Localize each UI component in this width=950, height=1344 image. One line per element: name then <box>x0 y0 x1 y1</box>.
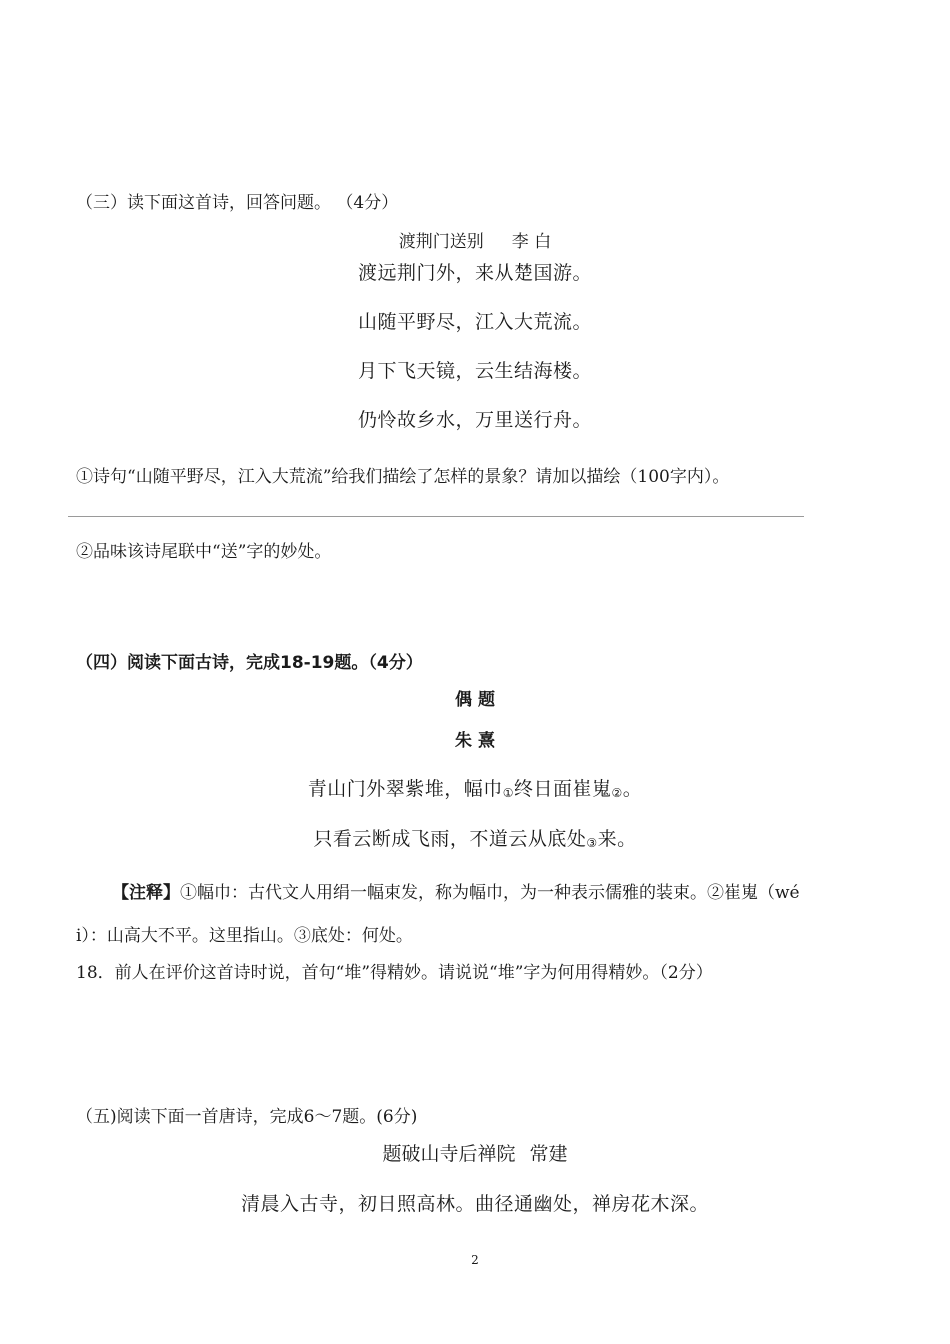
section4-heading: （四）阅读下面古诗，完成18-19题。（4分） <box>76 653 423 673</box>
poem-line <box>0 774 950 801</box>
poem-author: 李 白 <box>511 232 552 252</box>
poem-line-text: 青山门外翠紫堆，幅巾 <box>307 778 503 800</box>
footnote-marker: ② <box>611 786 623 800</box>
poem-line-text: 。 <box>622 778 643 800</box>
annotation-text: ①幅巾：古代文人用绢一幅束发，称为幅巾，为一种表示儒雅的装束。②崔嵬（wé <box>180 883 800 903</box>
annotation-label: 【注释】 <box>112 883 180 903</box>
poem-line: 清晨入古寺，初日照高林。曲径通幽处，禅房花木深。 <box>240 1193 709 1215</box>
poem-title: 渡荆门送别 <box>398 232 484 252</box>
section5-heading: （五)阅读下面一首唐诗，完成6～7题。(6分) <box>76 1107 418 1127</box>
annotation-continued: i）：山高大不平。这里指山。③底处：何处。 <box>76 926 413 946</box>
poem-line-text: 只看云断成飞雨，不道云从底处 <box>313 828 587 850</box>
poem-line: 仍怜故乡水，万里送行舟。 <box>357 409 592 431</box>
question-2: ②品味该诗尾联中“送”字的妙处。 <box>76 542 332 562</box>
poem-line-text: 终日面崔嵬 <box>513 778 612 800</box>
annotation <box>112 878 800 903</box>
poem-author: 朱 熹 <box>455 731 495 751</box>
poem-author: 常建 <box>529 1143 568 1165</box>
poem-line: 月下飞天镜，云生结海楼。 <box>357 360 592 382</box>
poem-line: 渡远荆门外，来从楚国游。 <box>357 262 592 284</box>
page-number: 2 <box>471 1253 479 1267</box>
question-18: 18．前人在评价这首诗时说，首句“堆”得精妙。请说说“堆”字为何用得精妙。（2分） <box>76 963 713 983</box>
question-1: ①诗句“山随平野尽，江入大荒流”给我们描绘了怎样的景象？请加以描绘（100字内）。 <box>76 467 730 487</box>
footnote-marker: ③ <box>586 836 598 850</box>
poem-line: 山随平野尽，江入大荒流。 <box>357 311 592 333</box>
poem-line-text: 来。 <box>597 828 637 850</box>
section3-poem-header <box>0 227 950 252</box>
answer-line <box>68 516 804 517</box>
poem-title: 偶 题 <box>455 690 495 710</box>
section5-poem-header <box>0 1139 950 1166</box>
poem-title: 题破山寺后禅院 <box>382 1143 516 1165</box>
footnote-marker: ① <box>502 786 514 800</box>
poem-line <box>0 824 950 851</box>
section3-heading: （三）读下面这首诗，回答问题。 （4分） <box>76 193 399 213</box>
